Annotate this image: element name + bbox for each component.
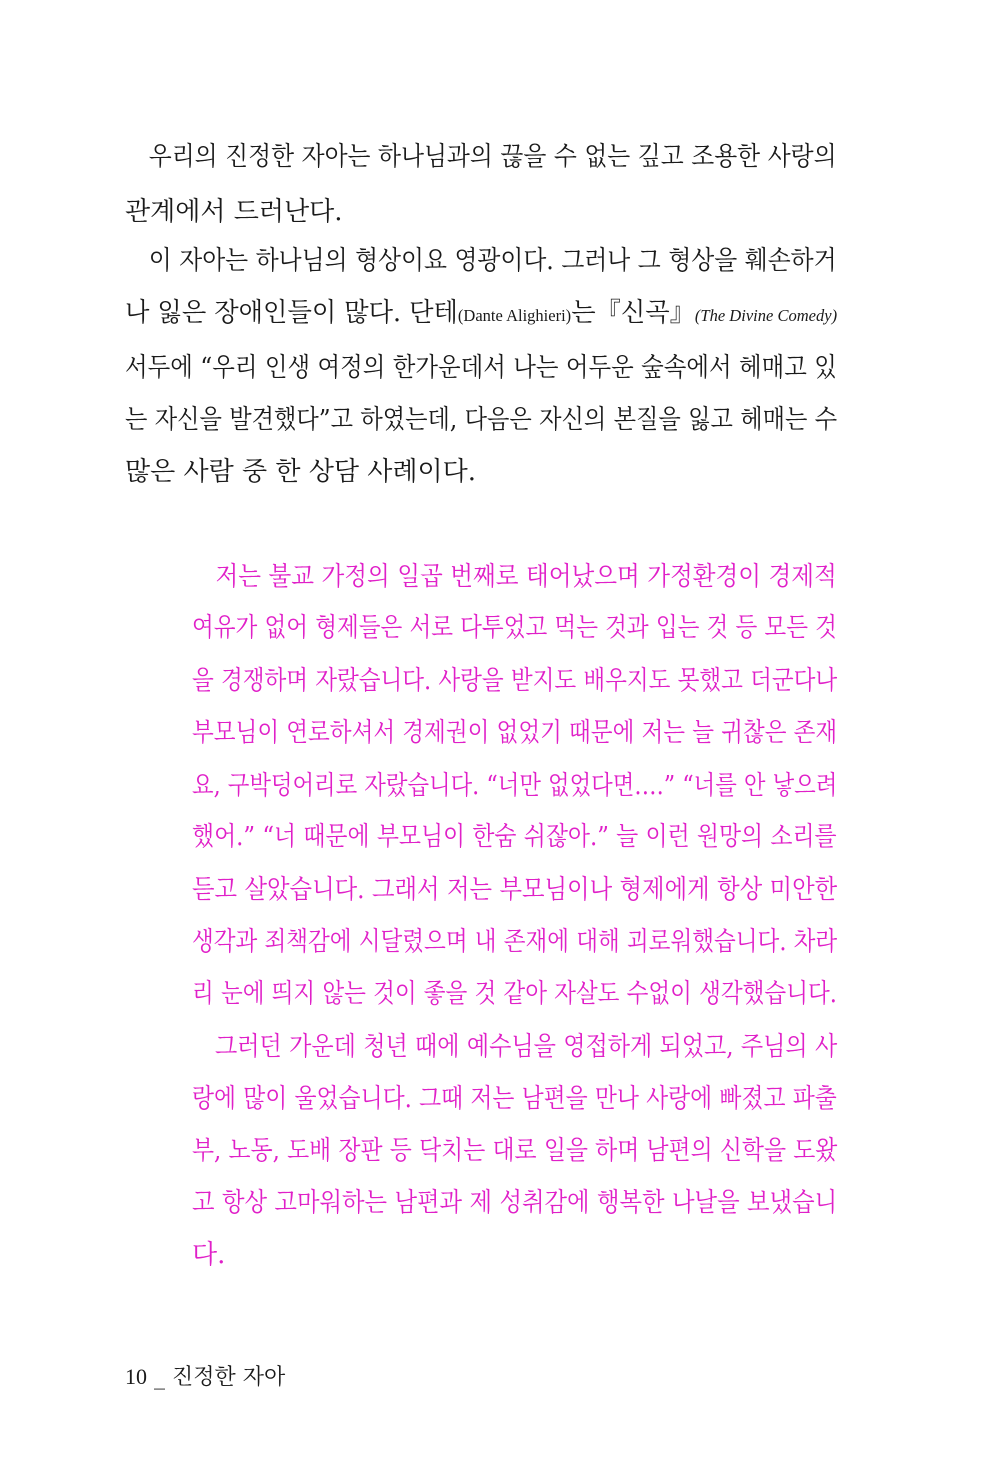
quote-line: 부, 노동, 도배 장판 등 닥치는 대로 일을 하며 남편의 신학을 도왔 [192,1136,838,1166]
quote-line: 랑에 많이 울었습니다. 그때 저는 남편을 만나 사랑에 빠졌고 파출 [192,1084,837,1114]
text-run: 나 잃은 장애인들이 많다. 단테 [125,298,458,328]
quote-line: 듣고 살았습니다. 그래서 저는 부모님이나 형제에게 항상 미안한 [192,875,838,905]
quote-line: 요, 구박덩어리로 자랐습니다. “너만 없었다면….” “너를 안 낳으려 [192,771,838,801]
paragraph-line: 서두에 “우리 인생 여정의 한가운데서 나는 어두운 숲속에서 헤매고 있 [125,353,837,383]
quote-line: 했어.” “너 때문에 부모님이 한숨 쉬잖아.” 늘 이런 원망의 소리를 [192,822,837,852]
quote-line: 여유가 없어 형제들은 서로 다투었고 먹는 것과 입는 것 등 모든 것 [192,613,837,643]
quote-line: 다. [192,1240,226,1270]
quote-line: 을 경쟁하며 자랐습니다. 사랑을 받지도 배우지도 못했고 더군다나 [192,666,838,696]
quote-line: 부모님이 연로하셔서 경제권이 없었기 때문에 저는 늘 귀찮은 존재 [192,718,838,748]
paragraph-line: 이 자아는 하나님의 형상이요 영광이다. 그러나 그 형상을 훼손하거 [125,246,837,276]
book-latin-title: (The Divine Comedy) [694,306,838,325]
author-latin-name: (Dante Alighieri) [457,306,572,325]
quote-line: 저는 불교 가정의 일곱 번째로 태어났으며 가정환경이 경제적 [192,562,837,592]
quote-line: 리 눈에 띄지 않는 것이 좋을 것 같아 자살도 수없이 생각했습니다. [192,979,837,1009]
page-number: 10 [125,1364,147,1389]
paragraph-line: 우리의 진정한 자아는 하나님과의 끊을 수 없는 깊고 조용한 사랑의 [125,142,837,172]
paragraph-line: 는 자신을 발견했다”고 하였는데, 다음은 자신의 본질을 잃고 헤매는 수 [125,405,838,435]
page-footer [125,1362,285,1393]
chapter-title: 진정한 자아 [172,1365,286,1390]
paragraph-line [125,296,837,330]
paragraph-line: 많은 사람 중 한 상담 사례이다. [125,457,476,487]
footer-separator: _ [154,1365,165,1390]
paragraph-line: 관계에서 드러난다. [125,197,343,227]
quote-line: 그러던 가운데 청년 때에 예수님을 영접하게 되었고, 주님의 사 [192,1032,838,1062]
text-run: 는『신곡』 [571,298,695,328]
quote-line: 생각과 죄책감에 시달렸으며 내 존재에 대해 괴로워했습니다. 차라 [192,927,838,957]
quote-line: 고 항상 고마워하는 남편과 제 성취감에 행복한 나날을 보냈습니 [192,1188,838,1218]
